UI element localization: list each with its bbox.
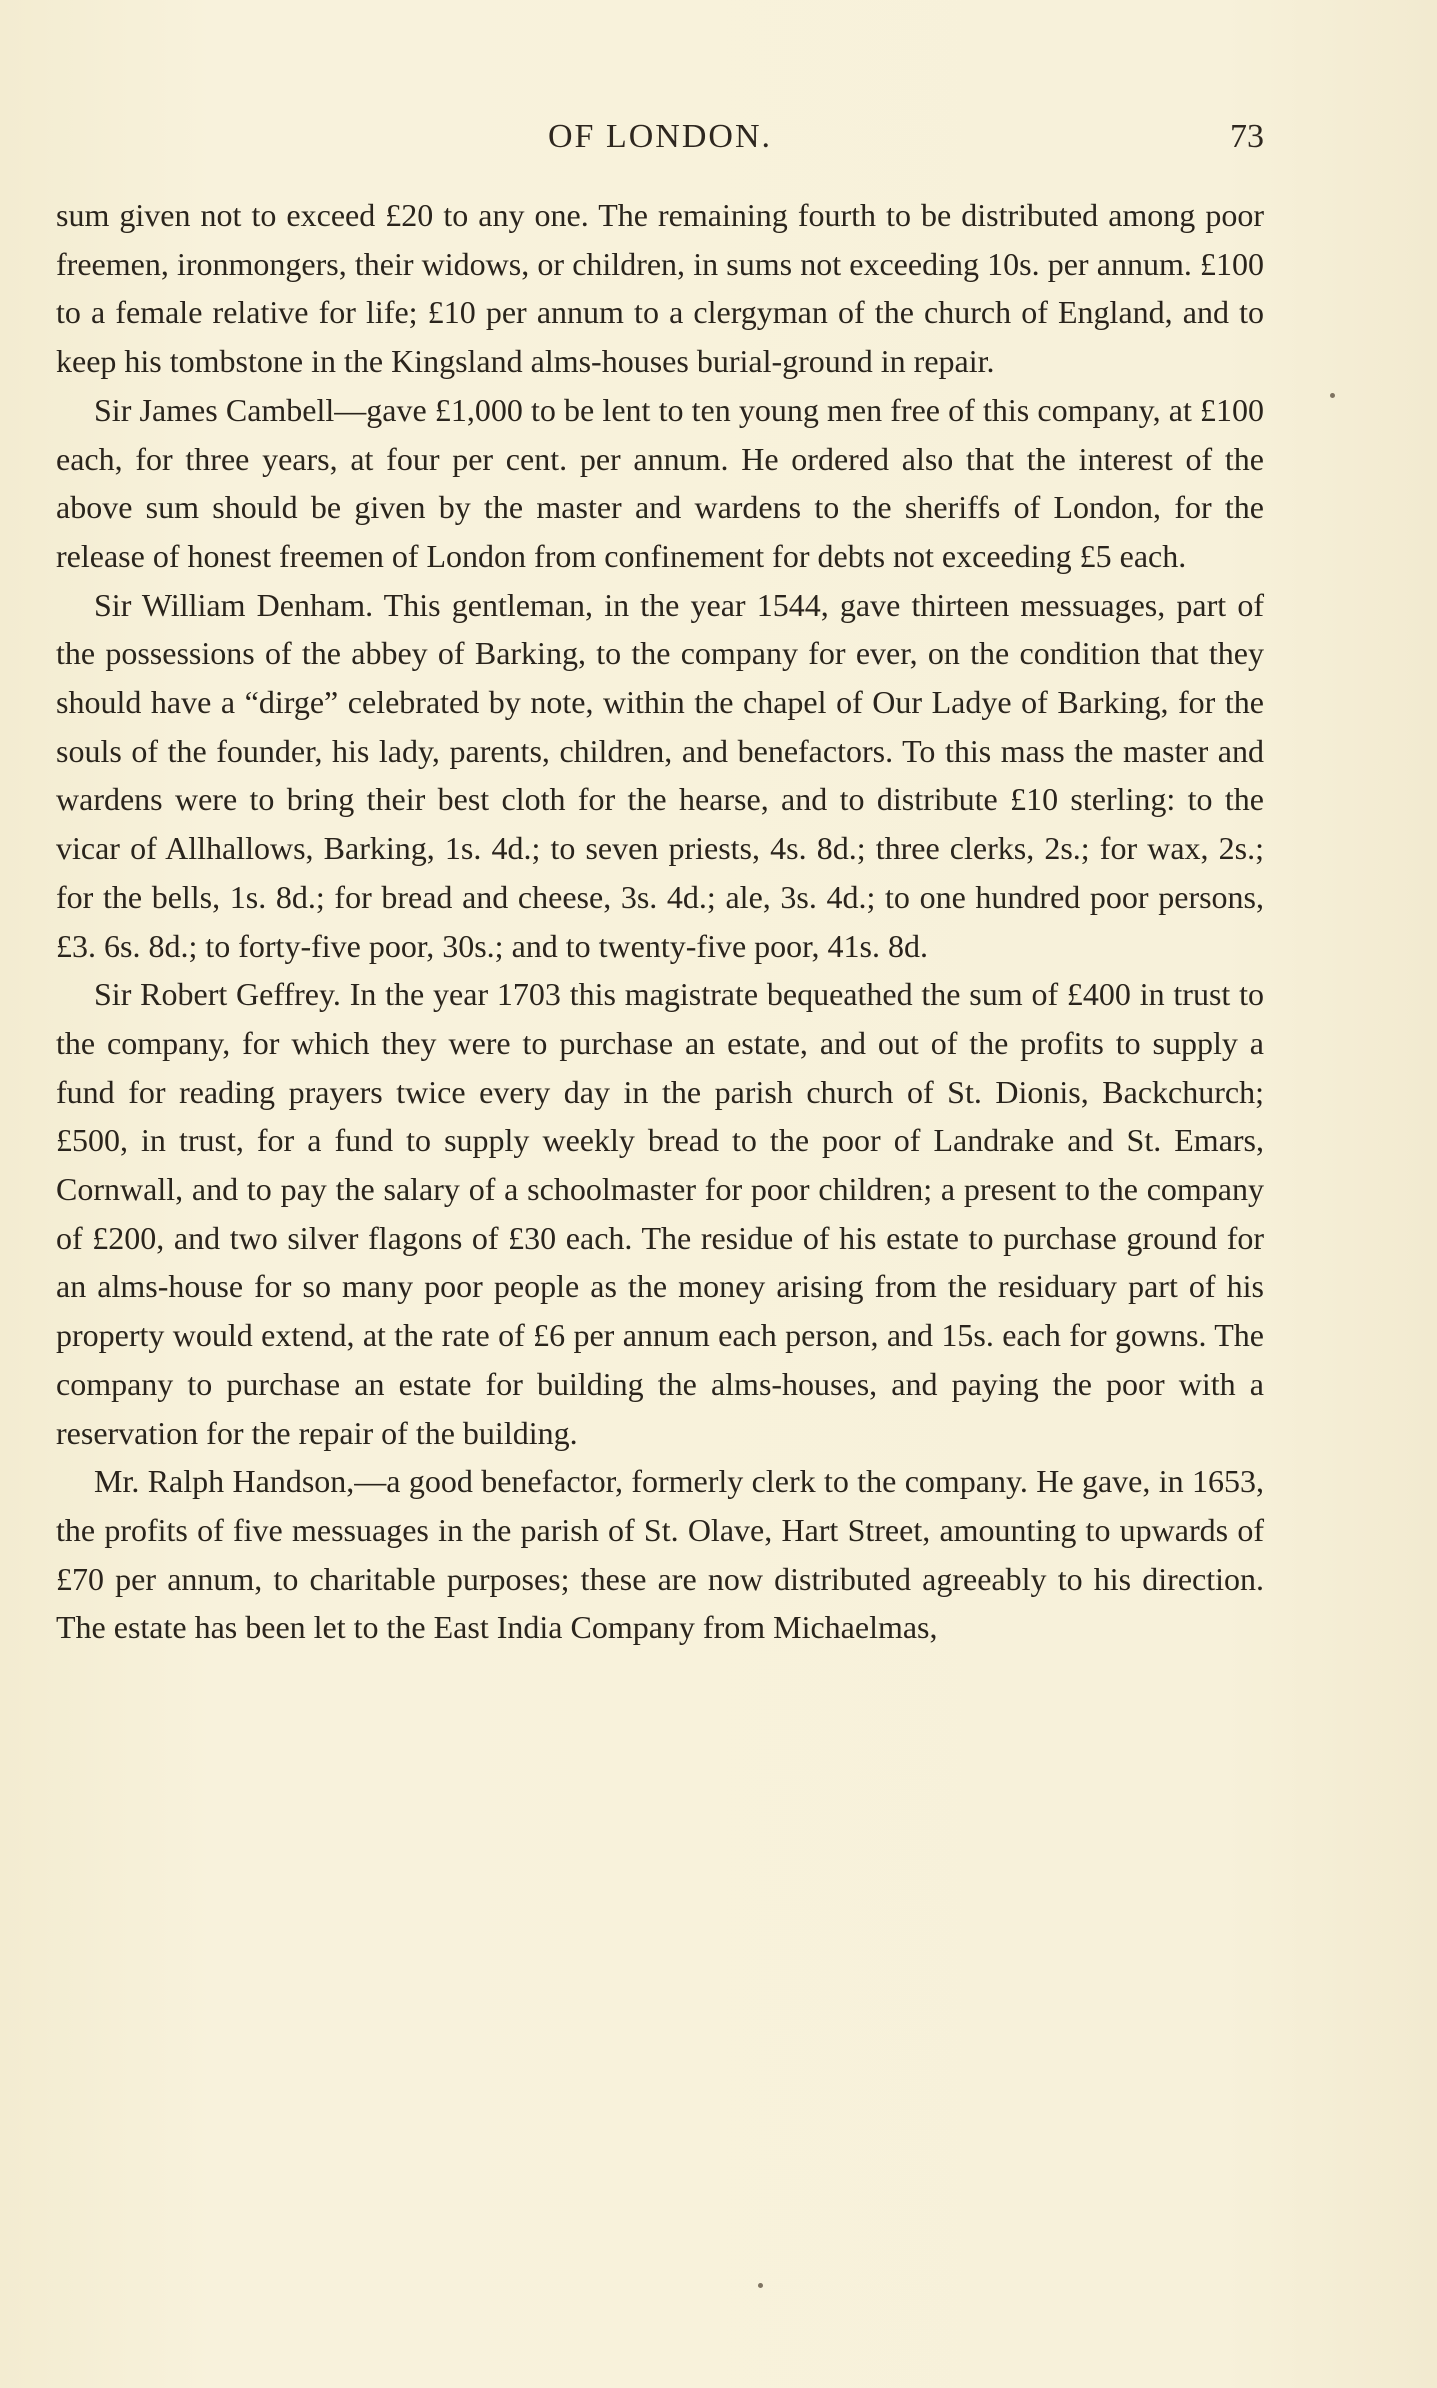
ink-speck (1330, 393, 1335, 398)
paragraph-bequest-continuation: sum given not to exceed £20 to any one. The remaining fourth to be distributed among poor freemen, ironmongers, their widows, or children, in sums not exceeding 10s. per annum. £100 to a female relative for life; £10 per annum to a clergyman of the church of England, and to keep his tombstone in the Kingsland alms-houses burial-ground in repair. (56, 197, 1264, 380)
paragraph-robert-geffrey: Sir Robert Geffrey. In the year 1703 this magistrate bequeathed the sum of £400 in trust to the company, for which they were to purchase an estate, and out of the profits to supply a fund for reading prayers twice every day in the parish church of St. Dionis, Backchurch; £500, in trust, for a fund to supply weekly bread to the poor of Landrake and St. Emars, Cornwall, and to pay the salary of a schoolmaster for poor children; a present to the company of £200, and two silver flagons of £30 each. The residue of his estate to purchase ground for an alms-house for so many poor people as the money arising from the residuary part of his property would extend, at the rate of £6 per annum each person, and 15s. each for gowns. The company to purchase an estate for building the alms-houses, and paying the poor with a reservation for the repair of the building. (56, 976, 1264, 1451)
running-title: OF LONDON. (548, 118, 772, 155)
page-number: 73 (1230, 118, 1264, 155)
body-text (56, 191, 1264, 1652)
paragraph-ralph-handson: Mr. Ralph Handson,—a good benefactor, formerly clerk to the company. He gave, in 1653, the profits of five messuages in the parish of St. Olave, Hart Street, amounting to upwards of £70 per annum, to charitable purposes; these are now distributed agreeably to his direction. The estate has been let to the East India Company from Michaelmas, (56, 1463, 1264, 1646)
paragraph-james-cambell: Sir James Cambell—gave £1,000 to be lent to ten young men free of this company, at £100 each, for three years, at four per cent. per annum. He ordered also that the interest of the above sum should be given by the master and wardens to the sheriffs of London, for the release of honest freemen of London from confinement for debts not exceeding £5 each. (56, 391, 1264, 574)
ink-speck (758, 2283, 763, 2288)
running-head (56, 118, 1264, 168)
paragraph-william-denham: Sir William Denham. This gentleman, in the year 1544, gave thirteen messuages, part of the possessions of the abbey of Barking, to the company for ever, on the condition that they should have a “dirge” celebrated by note, within the chapel of Our Ladye of Barking, for the souls of the founder, his lady, parents, children, and benefactors. To this mass the master and wardens were to bring their best cloth for the hearse, and to distribute £10 sterling: to the vicar of Allhallows, Barking, 1s. 4d.; to seven priests, 4s. 8d.; three clerks, 2s.; for wax, 2s.; for the bells, 1s. 8d.; for bread and cheese, 3s. 4d.; ale, 3s. 4d.; to one hundred poor persons, £3. 6s. 8d.; to forty-five poor, 30s.; and to twenty-five poor, 41s. 8d. (56, 586, 1264, 964)
